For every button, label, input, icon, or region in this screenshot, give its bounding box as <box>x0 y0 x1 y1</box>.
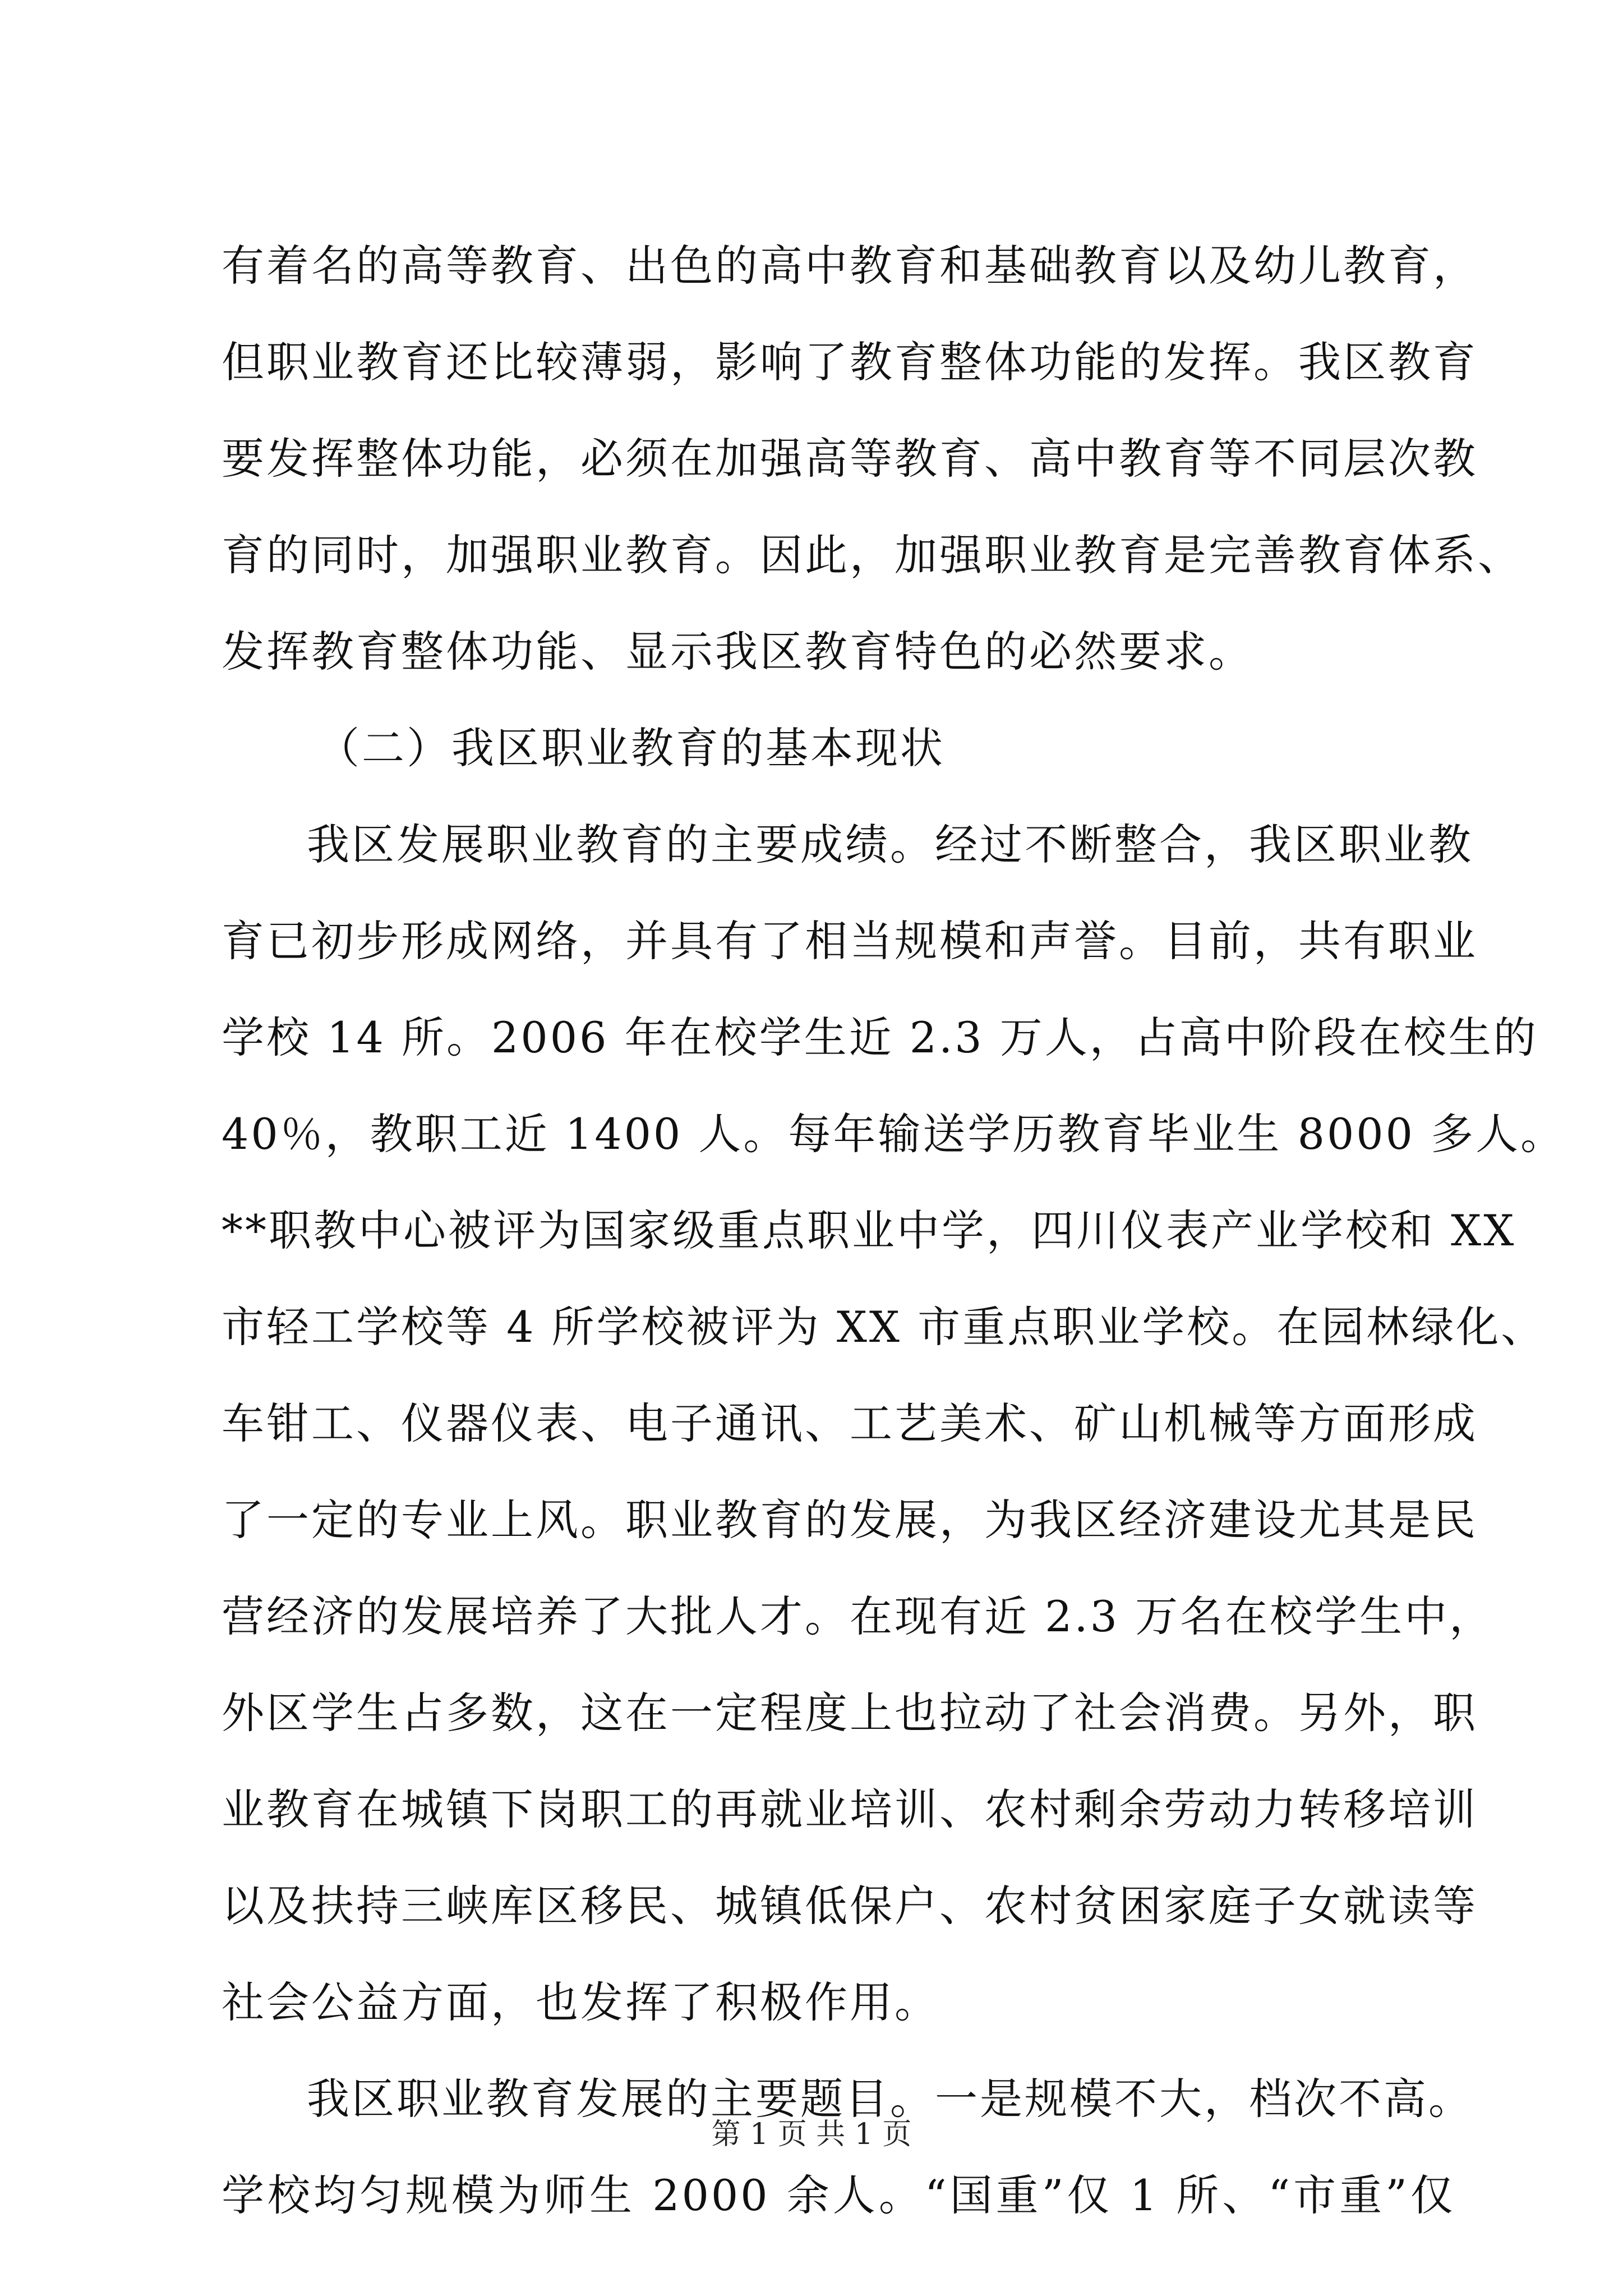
paragraph-line: 营经济的发展培养了大批人才。在现有近 2.3 万名在校学生中， <box>222 1591 1495 1641</box>
paragraph-line: 社会公益方面，也发挥了积极作用。 <box>222 1977 939 2027</box>
paragraph-line: 40％，教职工近 1400 人。每年输送学历教育毕业生 8000 多人。 <box>222 1109 1566 1159</box>
paragraph-line: 有着名的高等教育、出色的高中教育和基础教育以及幼儿教育， <box>222 241 1478 291</box>
paragraph-line: **职教中心被评为国家级重点职业中学，四川仪表产业学校和 XX <box>222 1205 1516 1255</box>
paragraph-line: 业教育在城镇下岗职工的再就业培训、农村剩余劳动力转移培训 <box>222 1784 1478 1834</box>
paragraph-line: 要发挥整体功能，必须在加强高等教育、高中教育等不同层次教 <box>222 434 1478 484</box>
paragraph-line: 育已初步形成网络，并具有了相当规模和声誉。目前，共有职业 <box>222 916 1478 966</box>
paragraph-line: 市轻工学校等 4 所学校被评为 XX 市重点职业学校。在园林绿化、 <box>222 1302 1546 1352</box>
paragraph-line: 学校 14 所。2006 年在校学生近 2.3 万人，占高中阶段在校生的 <box>222 1013 1538 1062</box>
page-footer: 第 1 页 共 1 页 <box>711 2118 912 2151</box>
paragraph-line: 发挥教育整体功能、显示我区教育特色的必然要求。 <box>222 627 1253 677</box>
paragraph-line: 车钳工、仪器仪表、电子通讯、工艺美术、矿山机械等方面形成 <box>222 1398 1478 1448</box>
paragraph-line: 但职业教育还比较薄弱，影响了教育整体功能的发挥。我区教育 <box>222 337 1478 387</box>
paragraph-line: 外区学生占多数，这在一定程度上也拉动了社会消费。另外，职 <box>222 1688 1478 1738</box>
paragraph-line: 我区发展职业教育的主要成绩。经过不断整合，我区职业教 <box>307 820 1473 869</box>
paragraph-line: 以及扶持三峡库区移民、城镇低保户、农村贫困家庭子女就读等 <box>222 1881 1478 1931</box>
body-text <box>222 218 1566 2244</box>
paragraph-line: 我区职业教育发展的主要题目。一是规模不大，档次不高。 <box>307 2074 1473 2124</box>
paragraph-line: 了一定的专业上风。职业教育的发展，为我区经济建设尤其是民 <box>222 1495 1478 1545</box>
paragraph-line: 育的同时，加强职业教育。因此，加强职业教育是完善教育体系、 <box>222 530 1523 580</box>
section-heading: （二）我区职业教育的基本现状 <box>317 723 945 773</box>
paragraph-line: 学校均匀规模为师生 2000 余人。“国重”仅 1 所、“市重”仅 <box>222 2170 1455 2220</box>
